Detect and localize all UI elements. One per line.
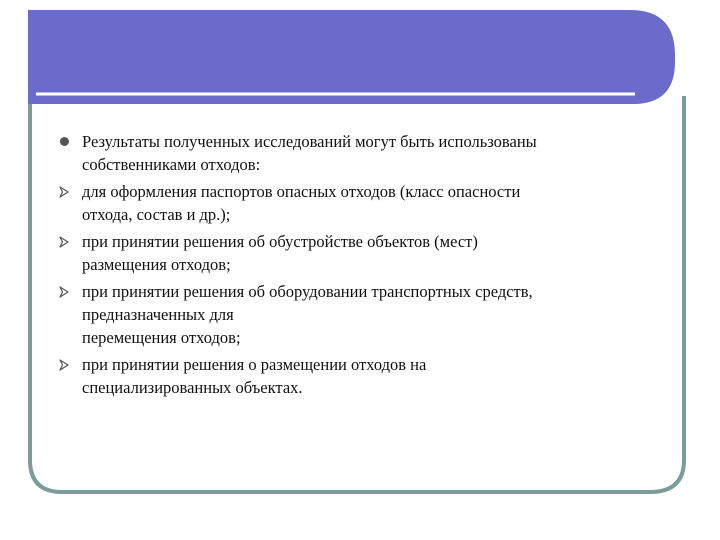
- bullet-line: перемещения отходов;: [82, 328, 241, 347]
- header-band: [28, 10, 675, 104]
- dot-icon: [56, 130, 72, 153]
- bullet-list: [56, 130, 656, 403]
- bullet-line: собственниками отходов:: [82, 155, 261, 174]
- bullet-line: специализированных объектах.: [82, 378, 303, 397]
- bullet-item: [56, 180, 656, 226]
- bullet-line: предназначенных для: [82, 305, 234, 324]
- bullet-item: [56, 230, 656, 276]
- bullet-line: для оформления паспортов опасных отходов (класс опасности: [82, 182, 521, 201]
- bullet-item: [56, 130, 656, 176]
- arrowhead-icon: [56, 280, 72, 303]
- bullet-line: размещения отходов;: [82, 255, 231, 274]
- arrowhead-icon: [56, 353, 72, 376]
- bullet-line: отхода, состав и др.);: [82, 205, 231, 224]
- arrowhead-icon: [56, 180, 72, 203]
- arrowhead-icon: [56, 230, 72, 253]
- bullet-line: при принятии решения об оборудовании транспортных средств,: [82, 282, 533, 301]
- bullet-item: [56, 280, 656, 349]
- bullet-line: при принятии решения об обустройстве объектов (мест): [82, 232, 478, 251]
- bullet-line: при принятии решения о размещении отходов на: [82, 355, 427, 374]
- bullet-line: Результаты полученных исследований могут быть использованы: [82, 132, 537, 151]
- bullet-item: [56, 353, 656, 399]
